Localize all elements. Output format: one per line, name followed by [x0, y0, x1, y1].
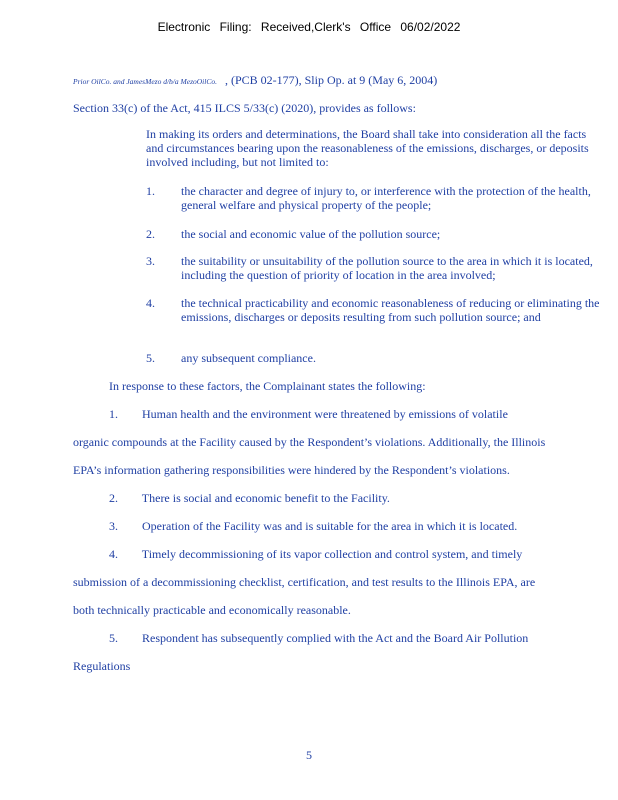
case-name: Prior OilCo. and JamesMezo d/b/a MezoOilCo. [73, 77, 217, 86]
statute-item-text: the suitability or unsuitability of the pollution source to the area in which it is located, including the question of priority of location in the area involved; [181, 254, 593, 282]
response-paragraph-3: 3. Operation of the Facility was and is suitable for the area in which it is located. [109, 519, 518, 533]
statute-item-number: 1. [146, 184, 155, 198]
response-paragraph-4-line-3: both technically practicable and economically reasonable. [73, 603, 351, 617]
statute-item-number: 4. [146, 296, 155, 310]
response-paragraph-5-line-2: Regulations [73, 659, 131, 673]
response-paragraph-5-line-1: 5. Respondent has subsequently complied with the Act and the Board Air Pollution [109, 631, 529, 645]
statute-item-text: the character and degree of injury to, or interference with the protection of the health, general welfare and physical property of the people; [181, 184, 591, 212]
statute-item-text: the technical practicability and economic reasonableness of reducing or eliminating the emissions, discharges or deposits resulting from such pollution source; and [181, 296, 600, 324]
response-paragraph-1-line-3: EPA’s information gathering responsibilities were hindered by the Respondent’s violations. [73, 463, 510, 477]
response-paragraph-4-line-2: submission of a decommissioning checklist, certification, and test results to the Illinois EPA, are [73, 575, 536, 589]
response-paragraph-1-line-1: 1. Human health and the environment were threatened by emissions of volatile [109, 407, 508, 421]
response-paragraph-4-line-1: 4. Timely decommissioning of its vapor collection and control system, and timely [109, 547, 523, 561]
statute-item-text: the social and economic value of the pollution source; [181, 227, 441, 241]
statute-item-text: any subsequent compliance. [181, 351, 316, 365]
response-paragraph-1-line-2: organic compounds at the Facility caused by the Respondent’s violations. Additionally, the Illinois [73, 435, 546, 449]
case-citation [73, 73, 437, 89]
statute-item-number: 2. [146, 227, 155, 241]
filing-stamp-header: Electronic Filing: Received,Clerk's Office 06/02/2022 [157, 20, 461, 34]
response-lead: In response to these factors, the Complainant states the following: [109, 379, 426, 393]
response-paragraph-2: 2. There is social and economic benefit to the Facility. [109, 491, 390, 505]
page-number: 5 [306, 748, 312, 762]
section-intro: Section 33(c) of the Act, 415 ILCS 5/33(c) (2020), provides as follows: [73, 101, 416, 115]
quoted-statute-lead: In making its orders and determinations, the Board shall take into consideration all the facts and circumstances bearing upon the reasonableness of the emissions, discharges, or deposits involved including, but not limited to: [146, 127, 589, 169]
statute-item-number: 5. [146, 351, 155, 365]
statute-item-number: 3. [146, 254, 155, 268]
citation-detail: , (PCB 02-177), Slip Op. at 9 (May 6, 2004) [224, 73, 438, 87]
